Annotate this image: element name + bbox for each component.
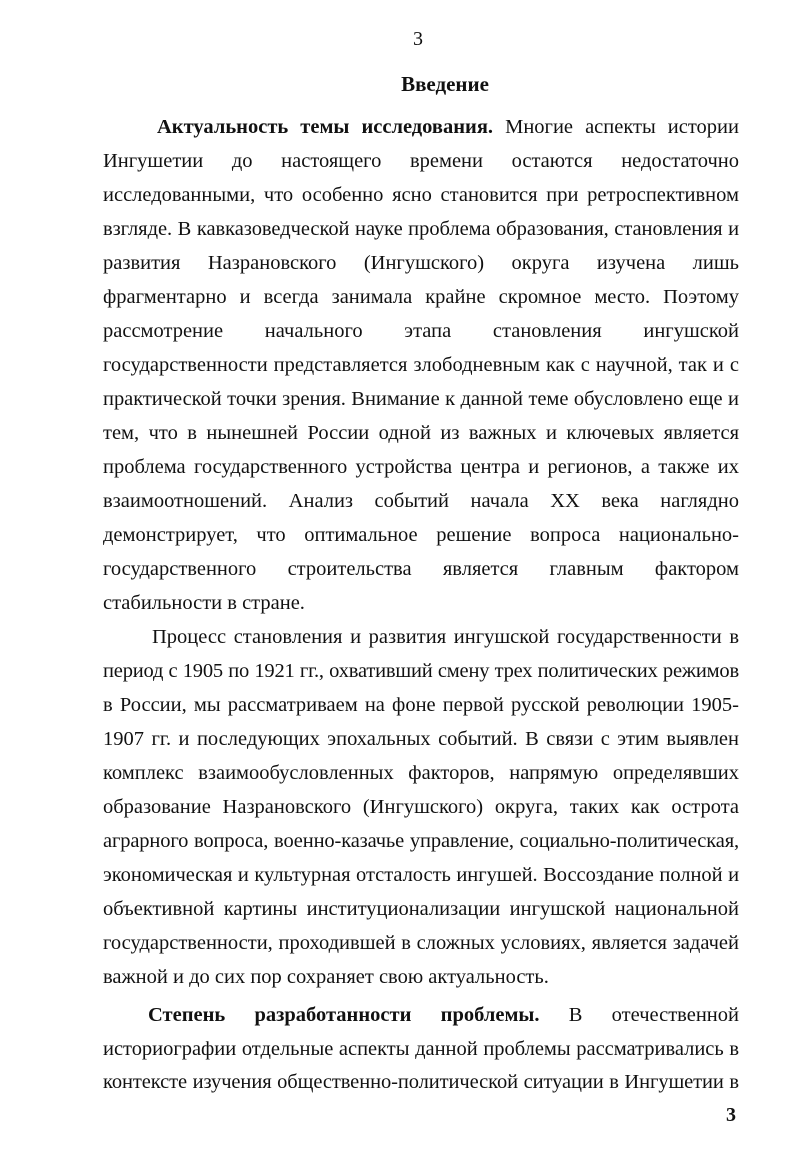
paragraph-2-line bbox=[103, 654, 739, 688]
paragraph-1-line bbox=[103, 144, 739, 178]
paragraph-2-line bbox=[103, 688, 739, 722]
paragraph-3-line bbox=[103, 1065, 739, 1099]
line-text: проблема государственного устройства центра и регионов, а также их bbox=[103, 456, 739, 478]
line-text: рассмотрение начального этапа становления ингушской bbox=[103, 320, 739, 342]
paragraph-1-line bbox=[103, 586, 739, 620]
paragraph-2-line bbox=[103, 722, 739, 756]
line-text: Процесс становления и развития ингушской государственности в bbox=[152, 626, 739, 648]
paragraph-1-line bbox=[103, 212, 739, 246]
paragraph-2-line bbox=[103, 790, 739, 824]
line-text: объективной картины институционализации ингушской национальной bbox=[103, 898, 739, 920]
paragraph-3-line bbox=[103, 998, 739, 1032]
line-text: 1907 гг. и последующих эпохальных событий. В связи с этим выявлен bbox=[103, 728, 739, 750]
line-text: демонстрирует, что оптимальное решение вопроса национально- bbox=[103, 524, 739, 546]
line-text: государственности представляется злободневным как с научной, так и с bbox=[103, 354, 739, 376]
paragraph-1-line bbox=[103, 314, 739, 348]
line-text: взгляде. В кавказоведческой науке проблема образования, становления и bbox=[103, 218, 739, 240]
line-text: Многие аспекты истории bbox=[493, 116, 739, 138]
line-text: в России, мы рассматриваем на фоне первой русской революции 1905- bbox=[103, 694, 739, 716]
line-text: важной и до сих пор сохраняет свою актуальность. bbox=[103, 966, 549, 988]
line-text: развития Назрановского (Ингушского) округа изучена лишь bbox=[103, 252, 739, 274]
line-text: государственного строительства является главным фактором bbox=[103, 558, 739, 580]
paragraph-1-line bbox=[103, 246, 739, 280]
paragraph-1-line bbox=[103, 348, 739, 382]
line-text: стабильности в стране. bbox=[103, 592, 305, 614]
line-text: практической точки зрения. Внимание к данной теме обусловлено еще и bbox=[103, 388, 739, 410]
line-text: исследованными, что особенно ясно становится при ретроспективном bbox=[103, 184, 739, 206]
paragraph-1-line bbox=[103, 450, 739, 484]
paragraph-1-line bbox=[103, 110, 739, 144]
line-text: экономическая и культурная отсталость ингушей. Воссоздание полной и bbox=[103, 864, 739, 886]
paragraph-2-line bbox=[103, 756, 739, 790]
line-text: образование Назрановского (Ингушского) округа, таких как острота bbox=[103, 796, 739, 818]
run-in-heading: Актуальность темы исследования. bbox=[157, 116, 494, 138]
line-text: аграрного вопроса, военно-казачье управление, социально-политическая, bbox=[103, 830, 739, 852]
paragraph-2-line bbox=[103, 824, 739, 858]
paragraph-1-line bbox=[103, 178, 739, 212]
paragraph-2-line bbox=[103, 620, 739, 654]
run-in-heading: Степень разработанности проблемы. bbox=[148, 1004, 540, 1026]
line-text: контексте изучения общественно-политической ситуации в Ингушетии в bbox=[103, 1071, 739, 1093]
paragraph-1-line bbox=[103, 552, 739, 586]
paragraph-1-line bbox=[103, 484, 739, 518]
page-number-top: 3 bbox=[413, 28, 423, 50]
paragraph-2-line bbox=[103, 892, 739, 926]
line-text: тем, что в нынешней России одной из важных и ключевых является bbox=[103, 422, 739, 444]
paragraph-1-line bbox=[103, 382, 739, 416]
line-text: взаимоотношений. Анализ событий начала XX века наглядно bbox=[103, 490, 739, 512]
page-number-bottom: 3 bbox=[726, 1104, 736, 1126]
line-text: комплекс взаимообусловленных факторов, напрямую определявших bbox=[103, 762, 739, 784]
line-text: государственности, проходившей в сложных условиях, является задачей bbox=[103, 932, 739, 954]
paragraph-3-line bbox=[103, 1032, 739, 1066]
line-text: фрагментарно и всегда занимала крайне скромное место. Поэтому bbox=[103, 286, 739, 308]
line-text: В отечественной bbox=[539, 1004, 739, 1026]
section-title: Введение bbox=[401, 72, 489, 96]
line-text: период с 1905 по 1921 гг., охвативший смену трех политических режимов bbox=[103, 660, 739, 682]
paragraph-1-line bbox=[103, 280, 739, 314]
line-text: историографии отдельные аспекты данной проблемы рассматривались в bbox=[103, 1037, 739, 1060]
paragraph-2-line bbox=[103, 858, 739, 892]
paragraph-2-line bbox=[103, 960, 739, 994]
paragraph-1-line bbox=[103, 416, 739, 450]
paragraph-2-line bbox=[103, 926, 739, 960]
line-text: Ингушетии до настоящего времени остаются недостаточно bbox=[103, 150, 739, 172]
paragraph-1-line bbox=[103, 518, 739, 552]
